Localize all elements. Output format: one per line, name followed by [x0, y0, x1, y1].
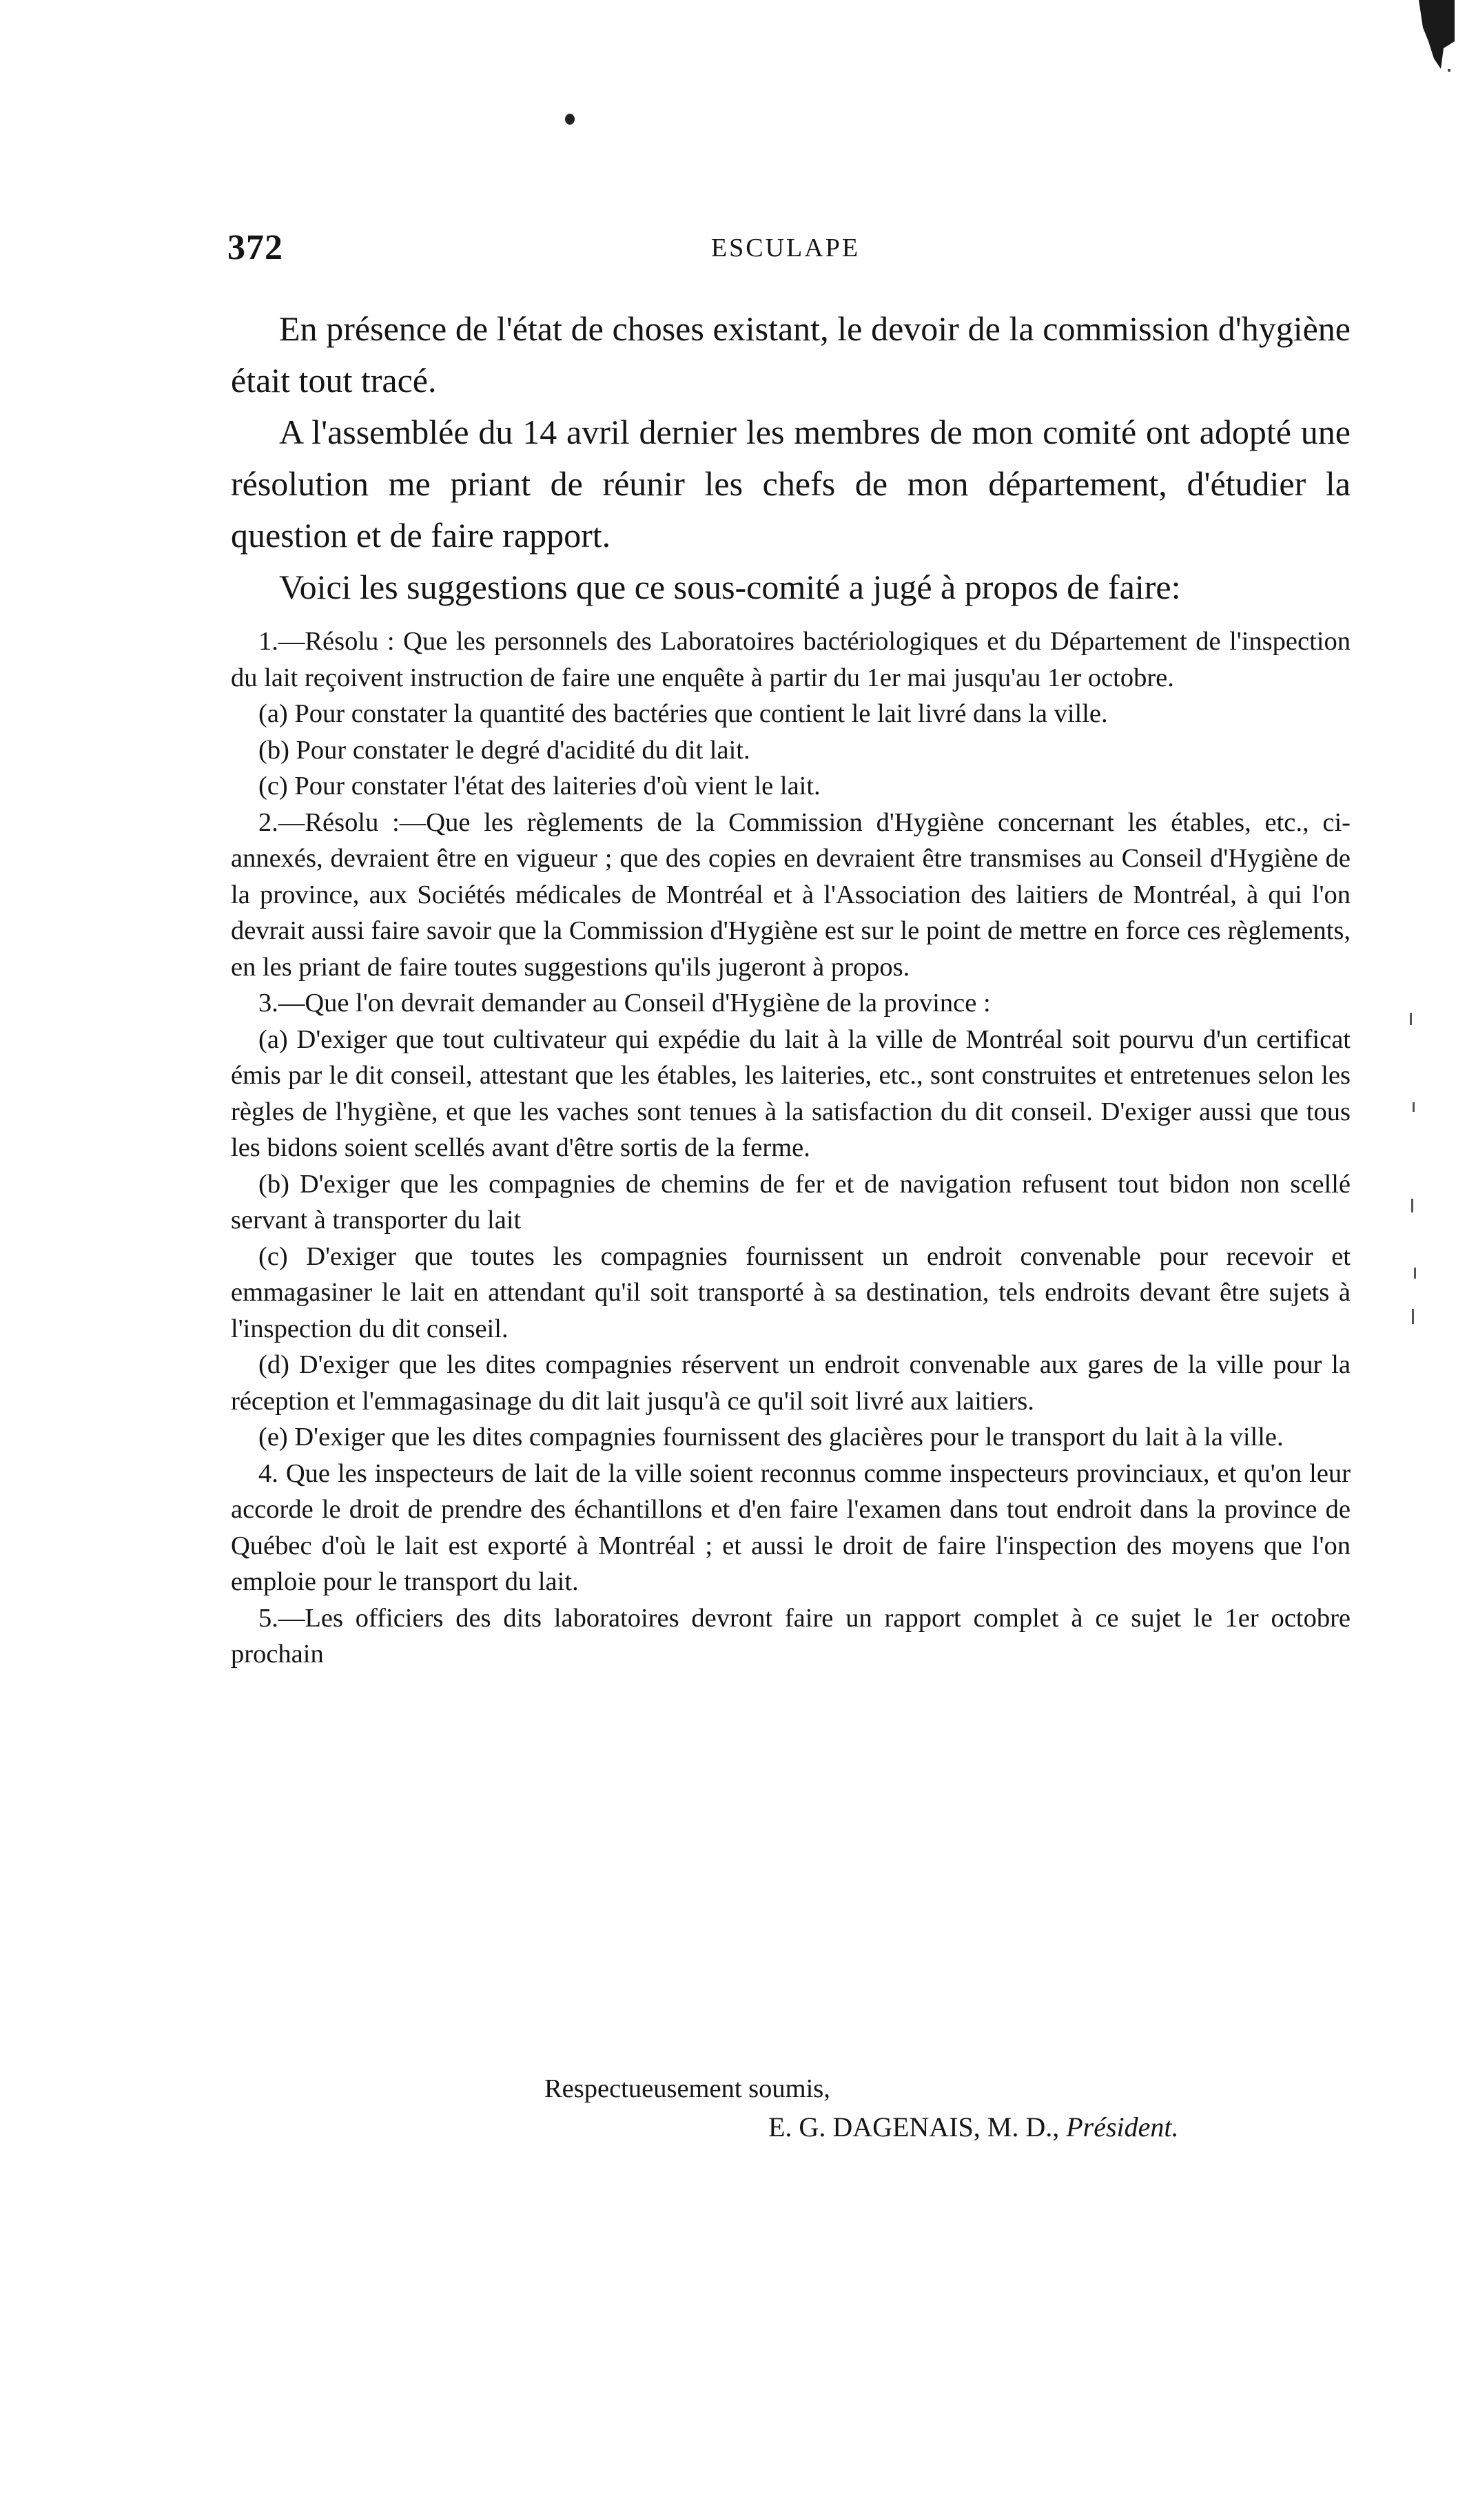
intro-paragraph: En présence de l'état de choses existant, le devoir de la commission d'hygiène était tout tracé.: [231, 309, 1351, 400]
resolution-5: 5.—Les officiers des dits laboratoires devront faire un rapport complet à ce sujet le 1er octobre prochain: [231, 1603, 1351, 1669]
ink-dot: [565, 114, 575, 125]
resolution-1c: (c) Pour constater l'état des laiteries d'où vient le lait.: [258, 772, 821, 801]
resolution-3b: (b) D'exiger que les compagnies de chemins de fer et de navigation refusent tout bidon non scellé servant à transporter du lait: [231, 1169, 1351, 1235]
resolution-3e: (e) D'exiger que les dites compagnies fournissent des glacières pour le transport du lait à la ville.: [258, 1423, 1284, 1452]
resolution-1a: (a) Pour constater la quantité des bactéries que contient le lait livré dans la ville.: [258, 699, 1108, 728]
closing-line: Respectueusement soumis,: [544, 2074, 830, 2103]
signature-title: Président.: [1066, 2111, 1179, 2142]
resolutions-section: [231, 623, 1351, 1673]
resolution-2: 2.—Résolu :—Que les règlements de la Commission d'Hygiène concernant les étables, etc., ci-annexés, devraient être en vigueur ; que des copies en devraient être transmises au Conseil d'Hygiène de la province, aux Sociétés médicales de Montréal et à l'Association des laitiers de Montréal, à qui l'on devrait aussi faire savoir que la Commission d'Hygiène est sur le point de mettre en force ces règlements, en les priant de faire toutes suggestions qu'ils jugeront à propos.: [231, 807, 1351, 982]
signature: [768, 2109, 1179, 2145]
running-header: [227, 227, 1344, 276]
resolution-3: 3.—Que l'on devrait demander au Conseil d'Hygiène de la province :: [258, 989, 991, 1018]
resolution-3a: (a) D'exiger que tout cultivateur qui expédie du lait à la ville de Montréal soit pourvu d'un certificat émis par le dit conseil, attestant que les étables, les laiteries, etc., sont construites et entretenues selon les règles de l'hygiène, et que les vaches sont tenues à la satisfaction du dit conseil. D'exiger aussi que tous les bidons soient scellés avant d'être sortis de la ferme.: [231, 1024, 1351, 1162]
resolution-3d: (d) D'exiger que les dites compagnies réservent un endroit convenable aux gares de la ville pour la réception et l'emmagasinage du dit lait jusqu'à ce qu'il soit livré aux laitiers.: [231, 1350, 1351, 1416]
resolution-1: 1.—Résolu : Que les personnels des Laboratoires bactériologiques et du Département de l'inspection du lait reçoivent instruction de faire une enquête à partir du 1er mai jusqu'au 1er octobre.: [231, 627, 1351, 692]
intro-paragraph: A l'assemblée du 14 avril dernier les membres de mon comité ont adopté une résolution me priant de réunir les chefs de mon département, d'étudier la question et de faire rapport.: [231, 413, 1351, 555]
resolution-3c: (c) D'exiger que toutes les compagnies fournissent un endroit convenable pour recevoir et emmagasiner le lait en attendant qu'il soit transporté à sa destination, tels endroits devant être sujets à l'inspection du dit conseil.: [231, 1241, 1351, 1343]
intro-paragraph: Voici les suggestions que ce sous-comité a jugé à propos de faire:: [279, 568, 1181, 606]
margin-specks: [1406, 1013, 1433, 1330]
intro-section: [231, 303, 1351, 613]
resolution-1b: (b) Pour constater le degré d'acidité du dit lait.: [258, 735, 750, 765]
page-number: 372: [227, 228, 283, 267]
signature-name: E. G. DAGENAIS, M. D.,: [768, 2111, 1060, 2142]
scan-corner-mark: [1413, 0, 1455, 83]
running-title: ESCULAPE: [710, 234, 861, 262]
resolution-4: 4. Que les inspecteurs de lait de la ville soient reconnus comme inspecteurs provinciaux, et qu'on leur accorde le droit de prendre des échantillons et d'en faire l'examen dans tout endroit dans la province de Québec d'où le lait est exporté à Montréal ; et aussi le droit de faire l'inspection des moyens que l'on emploie pour le transport du lait.: [231, 1458, 1351, 1596]
